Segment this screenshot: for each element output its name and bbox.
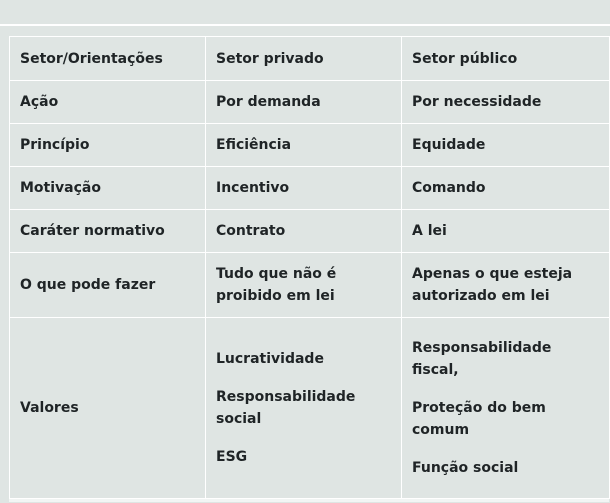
private-cell: Tudo que não é proibido em lei xyxy=(206,253,402,318)
table-header-row xyxy=(10,37,610,81)
top-band xyxy=(0,0,610,24)
private-values-cell xyxy=(206,318,402,499)
public-cell: A lei xyxy=(402,210,610,253)
private-cell: Incentivo xyxy=(206,167,402,210)
header-cell-private: Setor privado xyxy=(206,37,402,81)
row-label: O que pode fazer xyxy=(10,253,206,318)
table-row xyxy=(10,81,610,124)
comparison-table xyxy=(9,36,610,499)
row-label: Motivação xyxy=(10,167,206,210)
row-label: Valores xyxy=(10,318,206,499)
value-item: ESG xyxy=(216,449,248,465)
row-label: Caráter normativo xyxy=(10,210,206,253)
table-row xyxy=(10,124,610,167)
public-cell: Apenas o que esteja autorizado em lei xyxy=(402,253,610,318)
header-cell-orientations: Setor/Orientações xyxy=(10,37,206,81)
value-item: Função social xyxy=(412,460,519,476)
value-item: Responsabilidade fiscal, xyxy=(412,340,552,378)
value-item: Lucratividade xyxy=(216,351,324,367)
row-label: Ação xyxy=(10,81,206,124)
private-cell: Por demanda xyxy=(206,81,402,124)
table-row xyxy=(10,167,610,210)
private-cell: Eficiência xyxy=(206,124,402,167)
comparison-table-container xyxy=(9,36,609,502)
public-cell: Comando xyxy=(402,167,610,210)
public-cell: Por necessidade xyxy=(402,81,610,124)
header-cell-public: Setor público xyxy=(402,37,610,81)
table-row-values xyxy=(10,318,610,499)
table-row xyxy=(10,253,610,318)
table-row xyxy=(10,210,610,253)
public-cell: Equidade xyxy=(402,124,610,167)
value-item: Responsabilidade social xyxy=(216,389,356,427)
public-values-cell xyxy=(402,318,610,499)
row-label: Princípio xyxy=(10,124,206,167)
top-divider xyxy=(0,24,610,26)
private-cell: Contrato xyxy=(206,210,402,253)
value-item: Proteção do bem comum xyxy=(412,400,546,438)
